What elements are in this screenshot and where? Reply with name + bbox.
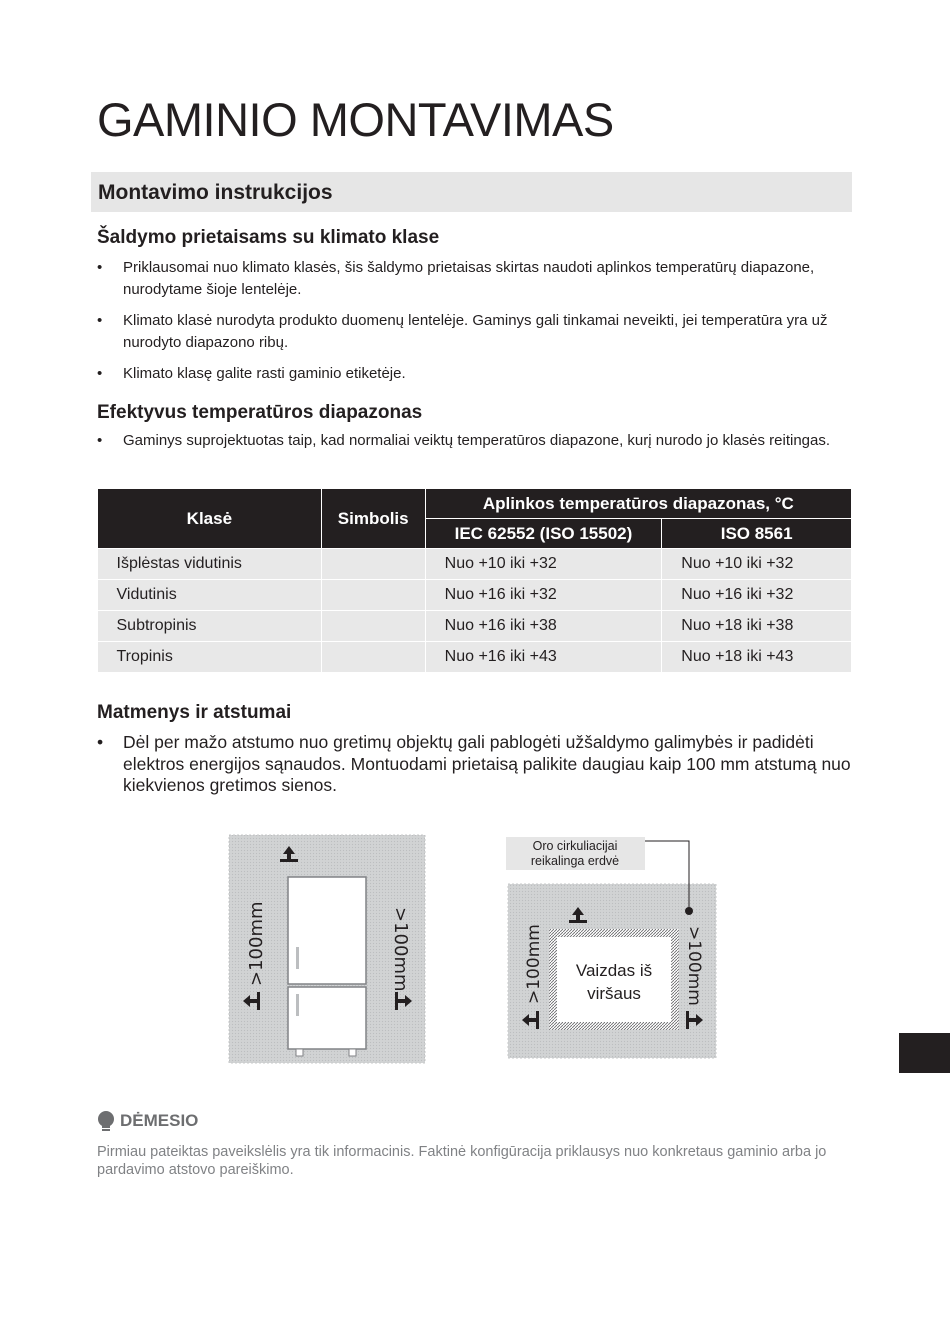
cell-symbol xyxy=(321,611,425,642)
cell-class: Tropinis xyxy=(98,642,322,673)
climate-class-table xyxy=(97,488,852,673)
header-iec: IEC 62552 (ISO 15502) xyxy=(425,519,662,549)
list-item: • Dėl per mažo atstumo nuo gretimų objektų gali pablogėti užšaldymo galimybės ir padidėti elektros energijos sąnaudos. Montuodami prietaisą palikite daugiau kaip 100 mm atstumą nuo kiekvienos gretimos sienos. xyxy=(97,732,857,797)
cell-iso: Nuo +18 iki +38 xyxy=(662,611,852,642)
front-view-diagram xyxy=(228,834,426,1064)
header-iso: ISO 8561 xyxy=(662,519,852,549)
list-item: • Klimato klasė nurodyta produkto duomenų lentelėje. Gaminys gali tinkamai neveikti, jei temperatūra yra už nurodyto diapazono ribų. xyxy=(97,310,857,354)
table-row xyxy=(98,549,852,580)
note-text: Pirmiau pateiktas paveikslėlis yra tik informacinis. Faktinė konfigūracija priklausys nuo konkretaus gaminio arba jo pardavimo atstovo pareiškimo. xyxy=(97,1144,827,1178)
cell-symbol xyxy=(321,580,425,611)
front-right-clearance-label: >100mm xyxy=(390,907,411,992)
callout-line-2: reikalinga erdvė xyxy=(530,854,620,868)
cell-iso: Nuo +16 iki +32 xyxy=(662,580,852,611)
table-row xyxy=(98,611,852,642)
dimensions-heading: Matmenys ir atstumai xyxy=(97,702,292,723)
cell-iec: Nuo +16 iki +38 xyxy=(425,611,662,642)
cell-iec: Nuo +10 iki +32 xyxy=(425,549,662,580)
page-title: GAMINIO MONTAVIMAS xyxy=(97,93,614,146)
lightbulb-icon xyxy=(97,1111,115,1133)
cell-iso: Nuo +18 iki +43 xyxy=(662,642,852,673)
header-ambient-range: Aplinkos temperatūros diapazonas, °C xyxy=(425,489,851,519)
top-view-diagram xyxy=(503,836,719,1062)
cell-iec: Nuo +16 iki +32 xyxy=(425,580,662,611)
page-side-tab xyxy=(899,1033,950,1073)
section-title: Montavimo instrukcijos xyxy=(98,181,333,204)
header-class: Klasė xyxy=(98,489,322,549)
table-row xyxy=(98,642,852,673)
top-view-label-line-2: viršaus xyxy=(587,984,641,1003)
callout-dot-icon xyxy=(685,907,693,915)
list-item: • Gaminys suprojektuotas taip, kad normaliai veiktų temperatūros diapazone, kurį nurodo jo klasės reitingas. xyxy=(97,430,857,452)
list-item: • Priklausomai nuo klimato klasės, šis šaldymo prietaisas skirtas naudoti aplinkos temperatūrų diapazone, nurodytame šioje lentelėje. xyxy=(97,257,857,301)
top-right-clearance-label: >100mm xyxy=(684,926,704,1006)
top-view-label-line-1: Vaizdas iš xyxy=(575,961,653,980)
range-bullet-list xyxy=(97,430,857,461)
cell-iso: Nuo +10 iki +32 xyxy=(662,549,852,580)
top-left-clearance-label: >100mm xyxy=(524,924,544,1004)
range-heading: Efektyvus temperatūros diapazonas xyxy=(97,402,423,423)
cell-symbol xyxy=(321,549,425,580)
cell-iec: Nuo +16 iki +43 xyxy=(425,642,662,673)
fridge-icon xyxy=(288,877,366,1056)
cell-class: Išplėstas vidutinis xyxy=(98,549,322,580)
climate-bullet-list xyxy=(97,257,857,394)
dimensions-bullet-list xyxy=(97,732,857,806)
front-left-clearance-label: >100mm xyxy=(246,901,267,986)
list-item: • Klimato klasę galite rasti gaminio etiketėje. xyxy=(97,363,857,385)
callout-line-1: Oro cirkuliacijai xyxy=(532,839,618,853)
note-title: DĖMESIO xyxy=(120,1111,199,1130)
section-header xyxy=(91,172,852,212)
climate-heading: Šaldymo prietaisams su klimato klase xyxy=(97,227,440,248)
cell-class: Subtropinis xyxy=(98,611,322,642)
table-row xyxy=(98,580,852,611)
cell-class: Vidutinis xyxy=(98,580,322,611)
cell-symbol xyxy=(321,642,425,673)
header-symbol: Simbolis xyxy=(321,489,425,549)
